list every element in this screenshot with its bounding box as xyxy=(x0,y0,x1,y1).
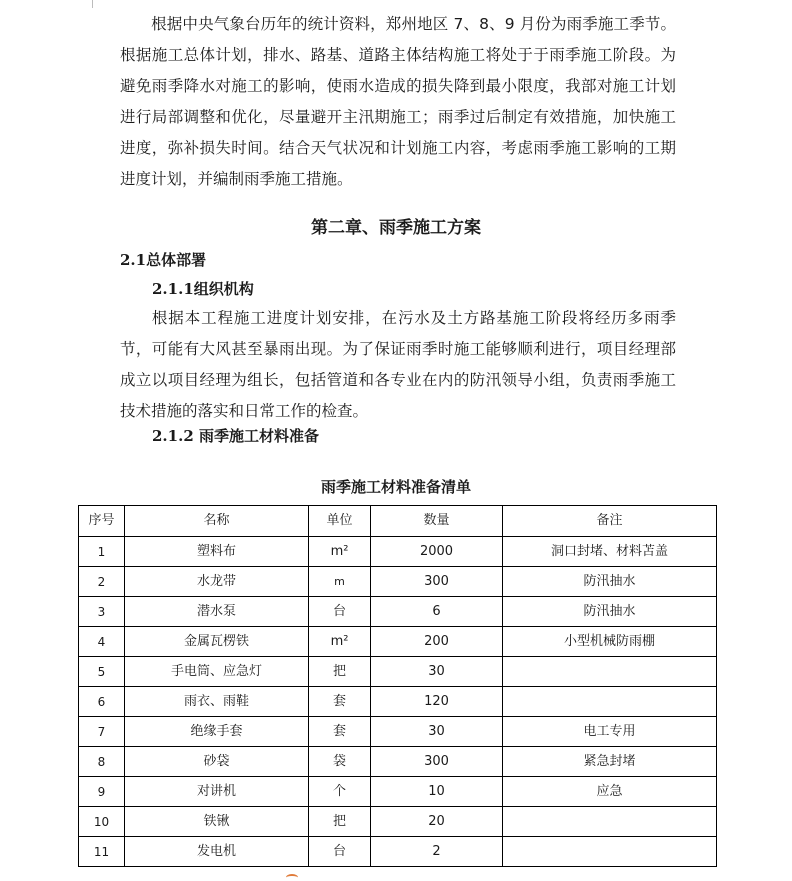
header-cell-name: 名称 xyxy=(125,506,309,537)
table-title: 雨季施工材料准备清单 xyxy=(320,478,471,496)
index-cell: 8 xyxy=(79,747,125,777)
index-cell: 7 xyxy=(79,717,125,747)
name-cell: 雨衣、雨鞋 xyxy=(125,687,309,717)
unit-cell: 台 xyxy=(309,597,371,627)
unit-cell: m xyxy=(309,567,371,597)
name-cell: 潜水泵 xyxy=(125,597,309,627)
name-cell: 手电筒、应急灯 xyxy=(125,657,309,687)
remark-cell xyxy=(503,837,717,867)
name-cell: 水龙带 xyxy=(125,567,309,597)
quantity-cell: 300 xyxy=(371,567,503,597)
unit-cell: 把 xyxy=(309,807,371,837)
table-row xyxy=(79,747,717,777)
table-row xyxy=(79,567,717,597)
section-heading-2-1: 2.1总体部署 xyxy=(120,251,207,269)
index-cell: 9 xyxy=(79,777,125,807)
index-cell: 1 xyxy=(79,537,125,567)
header-cell-quantity: 数量 xyxy=(371,506,503,537)
name-cell: 金属瓦楞铁 xyxy=(125,627,309,657)
name-cell: 绝缘手套 xyxy=(125,717,309,747)
next-page-fragment xyxy=(286,874,298,881)
remark-cell xyxy=(503,657,717,687)
chapter-title: 第二章、雨季施工方案 xyxy=(311,218,481,238)
table-header-row xyxy=(79,506,717,537)
quantity-cell: 2 xyxy=(371,837,503,867)
unit-cell: 套 xyxy=(309,687,371,717)
remark-cell: 应急 xyxy=(503,777,717,807)
table-row xyxy=(79,687,717,717)
unit-cell: 把 xyxy=(309,657,371,687)
remark-cell: 紧急封堵 xyxy=(503,747,717,777)
org-paragraph-text: 根据本工程施工进度计划安排，在污水及土方路基施工阶段将经历多雨季节，可能有大风甚至暴雨出现。为了保证雨季时施工能够顺利进行，项目经理部成立以项目经理为组长，包括管道和各专业在内的防汛领导小组，负责雨季施工技术措施的落实和日常工作的检查。 xyxy=(120,309,676,420)
section-heading-2-1-1: 2.1.1组织机构 xyxy=(152,280,254,298)
quantity-cell: 300 xyxy=(371,747,503,777)
table-row xyxy=(79,837,717,867)
unit-cell: m² xyxy=(309,627,371,657)
remark-cell: 防汛抽水 xyxy=(503,567,717,597)
name-cell: 砂袋 xyxy=(125,747,309,777)
quantity-cell: 6 xyxy=(371,597,503,627)
quantity-cell: 20 xyxy=(371,807,503,837)
remark-cell xyxy=(503,807,717,837)
intro-paragraph xyxy=(120,9,676,195)
header-cell-unit: 单位 xyxy=(309,506,371,537)
materials-table xyxy=(78,505,717,867)
index-cell: 3 xyxy=(79,597,125,627)
table-row xyxy=(79,807,717,837)
section-heading-2-1-2: 2.1.2 雨季施工材料准备 xyxy=(152,427,319,445)
remark-cell: 洞口封堵、材料苫盖 xyxy=(503,537,717,567)
quantity-cell: 30 xyxy=(371,717,503,747)
unit-cell: 台 xyxy=(309,837,371,867)
unit-cell: 袋 xyxy=(309,747,371,777)
table-row xyxy=(79,537,717,567)
unit-cell: 个 xyxy=(309,777,371,807)
remark-cell: 电工专用 xyxy=(503,717,717,747)
quantity-cell: 120 xyxy=(371,687,503,717)
quantity-cell: 10 xyxy=(371,777,503,807)
table-row xyxy=(79,657,717,687)
index-cell: 5 xyxy=(79,657,125,687)
remark-cell: 防汛抽水 xyxy=(503,597,717,627)
index-cell: 4 xyxy=(79,627,125,657)
name-cell: 发电机 xyxy=(125,837,309,867)
unit-cell: 套 xyxy=(309,717,371,747)
header-cell-index: 序号 xyxy=(79,506,125,537)
name-cell: 铁锹 xyxy=(125,807,309,837)
table-row xyxy=(79,597,717,627)
remark-cell: 小型机械防雨棚 xyxy=(503,627,717,657)
table-row xyxy=(79,717,717,747)
quantity-cell: 2000 xyxy=(371,537,503,567)
intro-paragraph-text: 根据中央气象台历年的统计资料，郑州地区 7、8、9 月份为雨季施工季节。根据施工总体计划，排水、路基、道路主体结构施工将处于于雨季施工阶段。为避免雨季降水对施工的影响，使雨水造成的损失降到最小限度，我部对施工计划进行局部调整和优化，尽量避开主汛期施工；雨季过后制定有效措施，加快施工进度，弥补损失时间。结合天气状况和计划施工内容，考虑雨季施工影响的工期进度计划，并编制雨季施工措施。 xyxy=(120,15,676,188)
quantity-cell: 30 xyxy=(371,657,503,687)
index-cell: 11 xyxy=(79,837,125,867)
index-cell: 2 xyxy=(79,567,125,597)
table-row xyxy=(79,777,717,807)
remark-cell xyxy=(503,687,717,717)
org-paragraph xyxy=(120,303,676,427)
quantity-cell: 200 xyxy=(371,627,503,657)
table-row xyxy=(79,627,717,657)
unit-cell: m² xyxy=(309,537,371,567)
header-cell-remark: 备注 xyxy=(503,506,717,537)
index-cell: 10 xyxy=(79,807,125,837)
name-cell: 塑料布 xyxy=(125,537,309,567)
margin-marker xyxy=(92,0,93,8)
name-cell: 对讲机 xyxy=(125,777,309,807)
index-cell: 6 xyxy=(79,687,125,717)
